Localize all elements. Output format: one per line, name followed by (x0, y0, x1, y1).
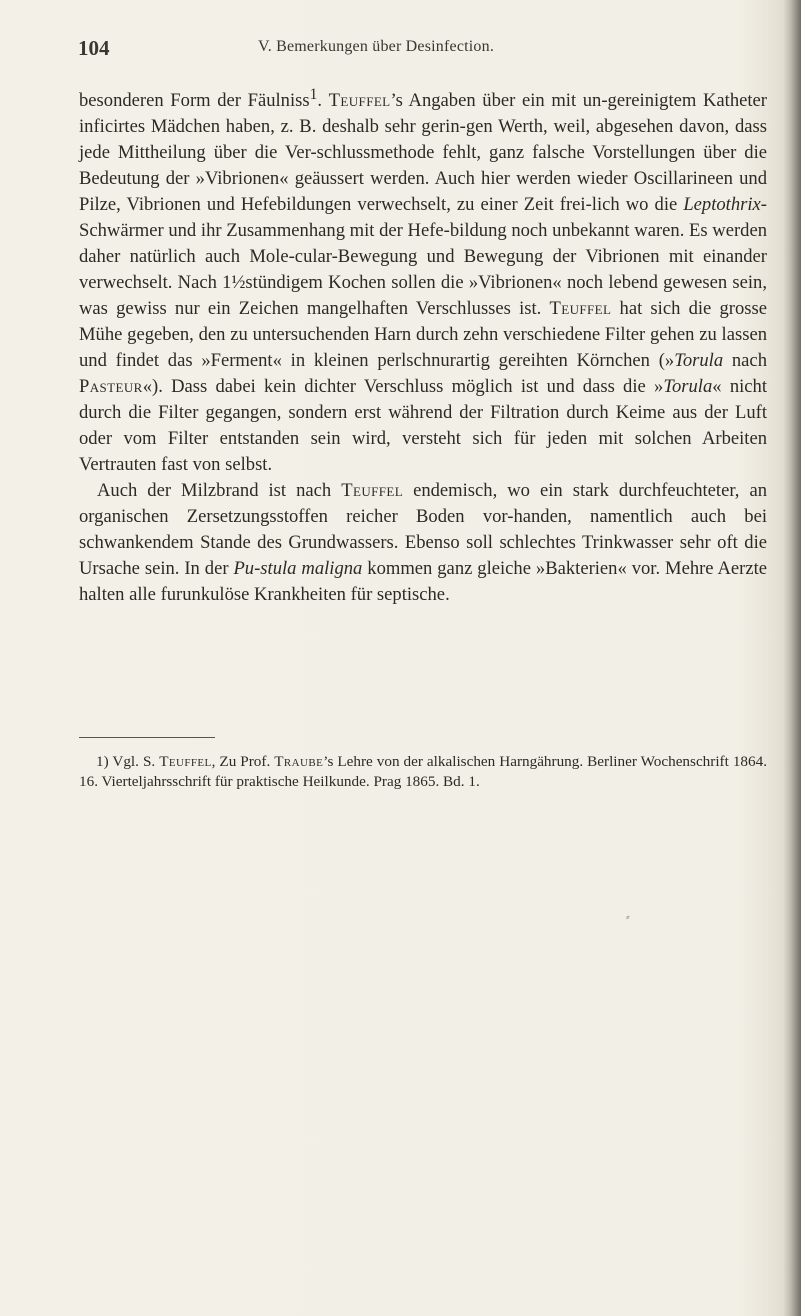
text-run: «). Dass dabei kein dichter Verschluss möglich ist und dass die » (142, 376, 664, 398)
text-run: « nicht durch die Filter gegangen, sondern erst während der Filtration durch Keime aus der Luft oder vom Filter entstanden sein wird, versteht sich für jeden mit solchen Arbeiten Vertrauten fast von selbst. (79, 376, 767, 476)
author-name: Teuffel (159, 753, 212, 770)
text-run: besonderen Form der Fäulniss (79, 90, 310, 112)
author-name: Teuffel (341, 480, 404, 502)
page-edge-shadow (783, 0, 801, 1316)
body-text (79, 82, 767, 608)
text-run: kommen ganz gleiche »Bakterien« vor. Mehre Aerzte halten alle furunkulöse Krankheiten für septische. (79, 558, 768, 606)
disease-name: Pu-stula maligna (233, 558, 363, 580)
footnote-divider (79, 737, 215, 738)
text-run: ’s Lehre von der alkalischen Harngährung. Berliner Wochenschrift 1864. 16. Vierteljahrsschrift für praktische Heilkunde. Prag 1865. Bd. 1. (79, 753, 767, 790)
text-run: . (317, 90, 329, 112)
fraction: 1½ (222, 272, 246, 294)
text-run: 1) Vgl. S. (96, 753, 160, 770)
author-name: Teuffel (549, 298, 612, 320)
text-run: endemisch, wo ein stark durchfeuchteter, an organischen Zersetzungsstoffen reicher Boden vor-handen, namentlich auch bei schwankendem Stande des Grundwassers. Ebenso soll schlechtes Trinkwasser sehr oft die Ursache sein. In der (79, 480, 767, 580)
footnote-reference: 1 (309, 86, 318, 103)
taxon-name: Torula (663, 376, 713, 398)
paper-speck: ⸗ (626, 910, 630, 923)
author-name: Traube (274, 753, 324, 770)
text-run: nach (723, 350, 767, 372)
paragraph-1 (79, 82, 767, 478)
text-run: stündigem Kochen sollen die »Vibrionen« noch lebend gewesen sein, was gewiss nur ein Zeichen mangelhaften Verschlusses ist. (79, 272, 767, 320)
paragraph-2 (79, 478, 767, 608)
page-number: 104 (78, 36, 110, 60)
page-header (78, 36, 768, 66)
footnote (79, 752, 767, 792)
text-run: ’s Angaben über ein mit un-gereinigtem Katheter inficirtes Mädchen haben, z. B. deshalb sehr gerin-gen Werth, weil, abgesehen davon, dass jede Mittheilung über die Ver-schlussmethode fehlt, ganz falsche Vorstellungen über die Bedeutung der »Vibrionen« geäussert werden. Auch hier werden wieder Oscillarineen und Pilze, Vibrionen und Hefebildungen verwechselt, zu einer Zeit frei-lich wo die (79, 90, 767, 216)
author-name: Teuffel (328, 90, 391, 112)
running-head: V. Bemerkungen über Desinfection. (258, 38, 495, 55)
footnote-1 (79, 752, 767, 792)
text-run: , Zu Prof. (211, 753, 275, 770)
author-name: Pasteur (79, 376, 143, 398)
text-run: hat sich die grosse Mühe gegeben, den zu untersuchenden Harn durch zehn verschiedene Filter gehen zu lassen und findet das »Ferment« in kleinen perlschnurartig gereihten Körnchen (» (79, 298, 767, 372)
taxon-name: Torula (674, 350, 724, 372)
text-run: Auch der Milzbrand ist nach (97, 480, 342, 502)
taxon-name: Leptothrix (683, 194, 761, 216)
text-run: -Schwärmer und ihr Zusammenhang mit der Hefe-bildung noch unbekannt waren. Es werden daher natürlich auch Mole-cular-Bewegung und Bewegung der Vibrionen mit einander verwechselt. Nach (79, 194, 767, 294)
